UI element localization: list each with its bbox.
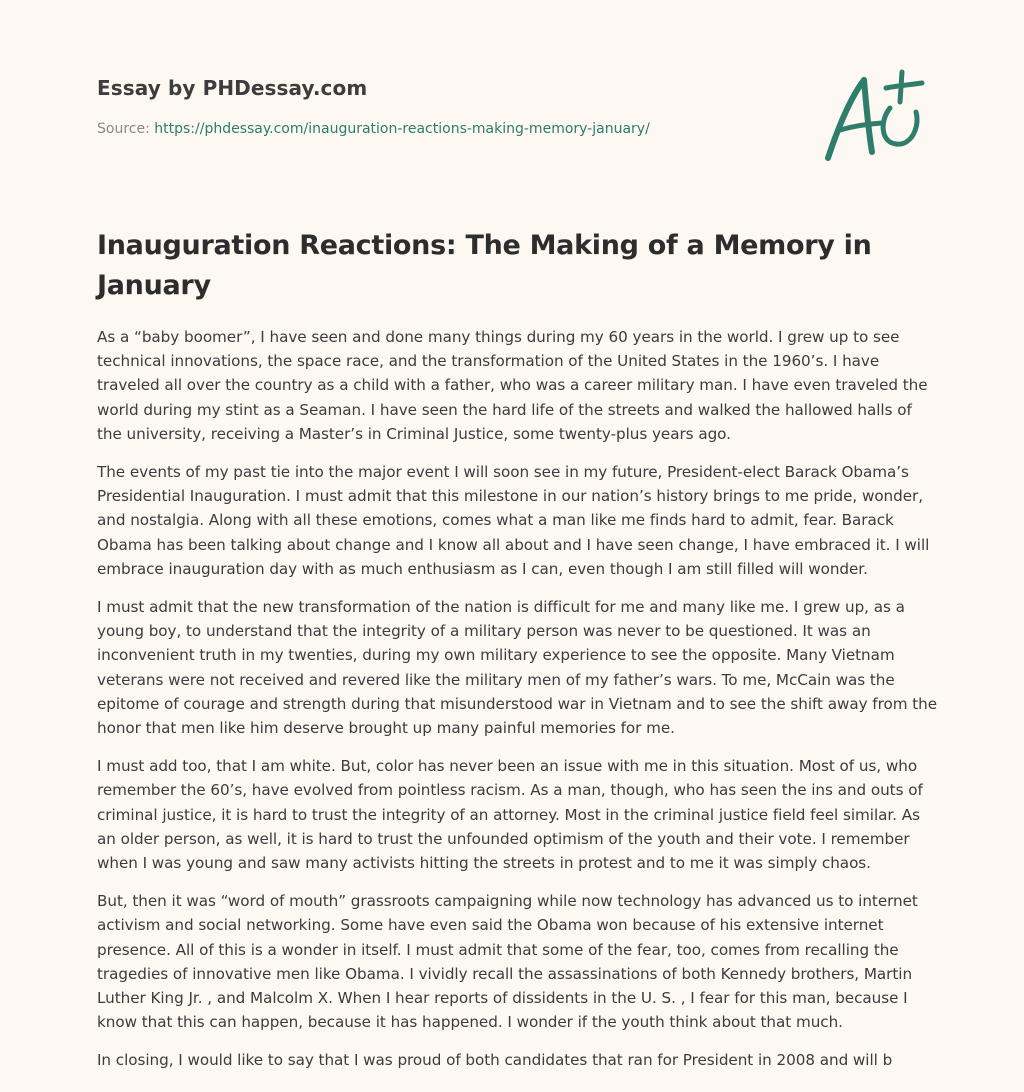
a-plus-logo-icon	[820, 68, 930, 168]
source-link[interactable]: https://phdessay.com/inauguration-reactions-making-memory-january/	[154, 121, 650, 137]
source-line	[97, 121, 797, 137]
essay-paragraph: But, then it was “word of mouth” grassroots campaigning while now technology has advanced us to internet activism and social networking. Some have even said the Obama won because of his extensive internet presence. All of this is a wonder in itself. I must admit that some of the fear, too, comes from recalling the tragedies of innovative men like Obama. I vividly recall the assassinations of both Kennedy brothers, Martin Luther King Jr. , and Malcolm X. When I hear reports of dissidents in the U. S. , I fear for this man, because I know that this can happen, because it has happened. I wonder if the youth think about that much.	[97, 892, 918, 1032]
essay-title: Inauguration Reactions: The Making of a Memory in January	[97, 230, 872, 301]
essay-paragraph: I must add too, that I am white. But, color has never been an issue with me in this situation. Most of us, who remember the 60’s, have evolved from pointless racism. As a man, though, who has seen the ins and outs of criminal justice, it is hard to trust the integrity of an attorney. Most in the criminal justice field feel similar. As an older person, as well, it is hard to trust the unfounded optimism of the youth and their vote. I remember when I was young and saw many activists hitting the streets in protest and to me it was simply chaos.	[97, 757, 923, 873]
page-header	[97, 76, 797, 137]
essay-paragraph: As a “baby boomer”, I have seen and done many things during my 60 years in the world. I grew up to see technical innovations, the space race, and the transformation of the United States in the 1960’s. I have traveled all over the country as a child with a father, who was a career military man. I have even traveled the world during my stint as a Seaman. I have seen the hard life of the streets and walked the hallowed halls of the university, receiving a Master’s in Criminal Justice, some twenty-plus years ago.	[97, 328, 928, 443]
essay-paragraph: I must admit that the new transformation of the nation is difficult for me and many like me. I grew up, as a young boy, to understand that the integrity of a military person was never to be questioned. It was an inconvenient truth in my twenties, during my own military experience to see the opposite. Many Vietnam veterans were not received and revered like the military men of my father’s wars. To me, McCain was the epitome of courage and strength during that misunderstood war in Vietnam and to see the shift away from the honor that men like him deserve brought up many painful memories for me.	[97, 598, 938, 738]
essay-paragraph: In closing, I would like to say that I was proud of both candidates that ran for President in 2008 and will b	[97, 1051, 893, 1070]
site-title: Essay by PHDessay.com	[97, 76, 368, 100]
essay-body	[97, 325, 937, 1087]
essay-paragraph: The events of my past tie into the major event I will soon see in my future, President-elect Barack Obama’s Presidential Inauguration. I must admit that this milestone in our nation’s history brings to me pride, wonder, and nostalgia. Along with all these emotions, comes what a man like me finds hard to admit, fear. Barack Obama has been talking about change and I know all about and I have seen change, I have embraced it. I will embrace inauguration day with as much enthusiasm as I can, even though I am still filled will wonder.	[97, 463, 930, 578]
source-label: Source:	[97, 121, 150, 137]
